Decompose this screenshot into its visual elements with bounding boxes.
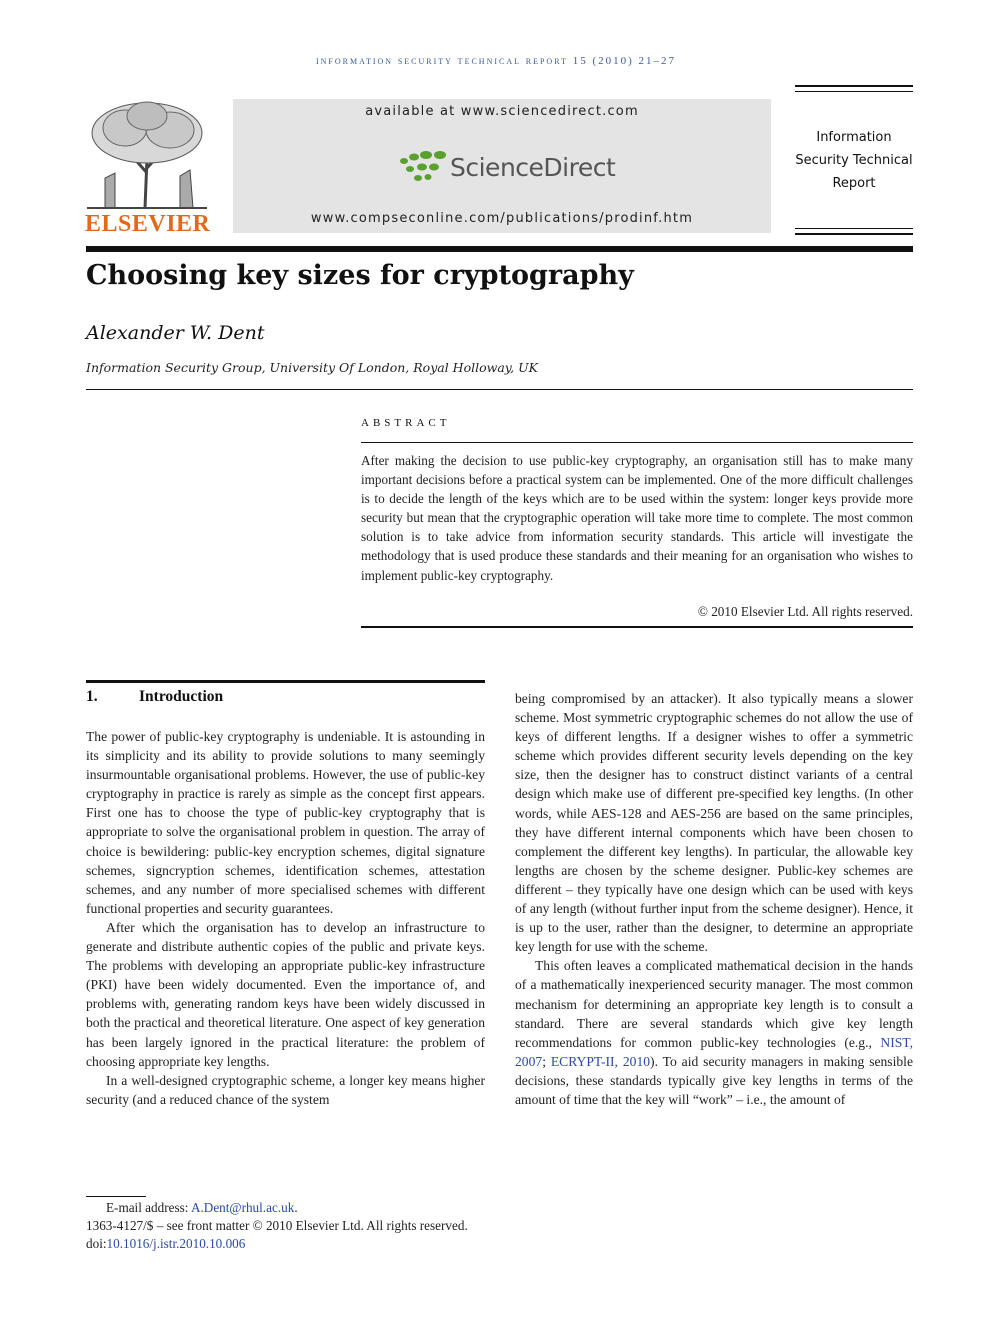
abstract-text: After making the decision to use public-key cryptography, an organisation still has to make many important decisions before a practical system can be implemented. One of the more difficult challenges is to decide the length of the keys which are to be used within the system: longer keys provide more security but mean that the cryptographic operation will take more time to complete. The most common solution is to take advice from information security standards. This article will investigate the methodology that is used produce these standards and their meaning for an organisation who wishes to implement public-key cryptography. bbox=[361, 453, 913, 583]
running-head: information security technical report 15 (2010) 21–27 bbox=[315, 55, 677, 67]
paragraph: After which the organisation has to develop an infrastructure to generate and distribute authentic copies of the public and private keys. The problems with developing an appropriate public-key infrastructure (PKI) have been widely documented. Even the importance of, and problems with, generating random keys have been widely discussed in both the practical and theoretical literature. One aspect of key generation has been largely ignored in the practical literature: the problem of choosing appropriate key lengths. bbox=[86, 919, 485, 1069]
title-divider bbox=[86, 389, 913, 390]
abstract-heading: ABSTRACT bbox=[361, 417, 451, 429]
paragraph-text: This often leaves a complicated mathematical decision in the hands of a mathematically inexperienced security manager. The most common mechanism for determining an appropriate key length is to consult a standard. There are several standards which give key length recommendations for common public-key technologies (e.g., bbox=[515, 958, 913, 1050]
footnote-rule bbox=[86, 1196, 146, 1197]
footnote-email bbox=[106, 1200, 298, 1216]
abstract-copyright: © 2010 Elsevier Ltd. All rights reserved. bbox=[697, 604, 913, 619]
header-thick-rule bbox=[86, 246, 913, 252]
journal-box-top-rule-thin bbox=[795, 91, 913, 92]
journal-box-bottom-rule bbox=[795, 233, 913, 235]
doi-link[interactable]: 10.1016/j.istr.2010.10.006 bbox=[106, 1236, 246, 1251]
section-number: 1. bbox=[86, 688, 98, 705]
section-heading bbox=[86, 688, 223, 706]
paragraph bbox=[515, 956, 913, 1109]
section-rule bbox=[86, 680, 485, 683]
section-title: Introduction bbox=[139, 688, 224, 705]
right-column bbox=[515, 689, 913, 1109]
email-link[interactable]: A.Dent@rhul.ac.uk bbox=[190, 1200, 295, 1215]
paragraph: In a well-designed cryptographic scheme, a longer key means higher security (and a reduced chance of the system bbox=[86, 1072, 485, 1107]
journal-box-bottom-rule-thin bbox=[795, 228, 913, 229]
available-at-text: available at www.sciencedirect.com bbox=[365, 104, 639, 119]
journal-url: www.compseconline.com/publications/prodinf.htm bbox=[310, 211, 694, 226]
journal-box-top-rule bbox=[795, 85, 913, 87]
left-column bbox=[86, 727, 485, 1109]
abstract-bottom-rule bbox=[361, 626, 913, 628]
footnote-issn: 1363-4127/$ – see front matter © 2010 Elsevier Ltd. All rights reserved. bbox=[86, 1218, 468, 1233]
abstract-top-rule bbox=[361, 442, 913, 443]
doi-label: doi: bbox=[86, 1236, 107, 1251]
paragraph: The power of public-key cryptography is undeniable. It is astounding in its simplicity and its ability to provide solutions to many seemingly insurmountable organisational problems. However, the use of public-key cryptography in practice is rarely as simple as the concept first appears. First one has to choose the type of public-key cryptography that is appropriate to solve the organisational problem in question. The array of choice is bewildering: public-key encryption schemes, digital signature schemes, signcryption schemes, identification schemes, attestation schemes, and any number of more specialised schemes with different functional properties and security guarantees. bbox=[86, 729, 485, 916]
citation-link-nist[interactable]: NIST, 2007 bbox=[515, 1034, 913, 1069]
journal-name-line1: Information bbox=[816, 130, 892, 145]
journal-name-line3: Report bbox=[832, 176, 876, 191]
footnote-doi bbox=[86, 1236, 245, 1252]
citation-link-ecrypt[interactable]: ECRYPT-II, 2010 bbox=[550, 1053, 651, 1069]
email-end: . bbox=[294, 1200, 298, 1215]
citation-separator: ; bbox=[542, 1053, 551, 1069]
article-title: Choosing key sizes for cryptography bbox=[86, 260, 634, 291]
paragraph-text: ). To aid security managers in making sensible decisions, these standards typically give key lengths in terms of the amount of time that the key will “work” – i.e., the amount of bbox=[515, 1053, 913, 1107]
author-name: Alexander W. Dent bbox=[86, 322, 265, 344]
sciencedirect-wordmark: ScienceDirect bbox=[450, 153, 616, 182]
email-label: E-mail address: bbox=[106, 1200, 191, 1215]
paragraph: being compromised by an attacker). It also typically means a slower scheme. Most symmetric cryptographic schemes do not allow the use of keys of different lengths. If a designer wishes to offer a symmetric scheme which provides different security levels depending on the key size, then the designer has to construct distinct variants of a central design which make use of different pre-specified key lengths. (In other words, while AES-128 and AES-256 are based on the same principles, they have different internal components which have been chosen to complement the different key lengths). In particular, the allowable key lengths are chosen by the scheme designer. Public-key schemes are different – they typically have one design which can be used with keys of any length (without further input from the scheme designer). Hence, it is up to the user, rather than the designer, to determine an appropriate key length for use with the scheme. bbox=[515, 691, 913, 955]
journal-name bbox=[795, 126, 913, 195]
elsevier-wordmark: ELSEVIER bbox=[85, 211, 211, 237]
author-affiliation: Information Security Group, University Of London, Royal Holloway, UK bbox=[86, 360, 539, 375]
journal-name-line2: Security Technical bbox=[795, 153, 913, 168]
